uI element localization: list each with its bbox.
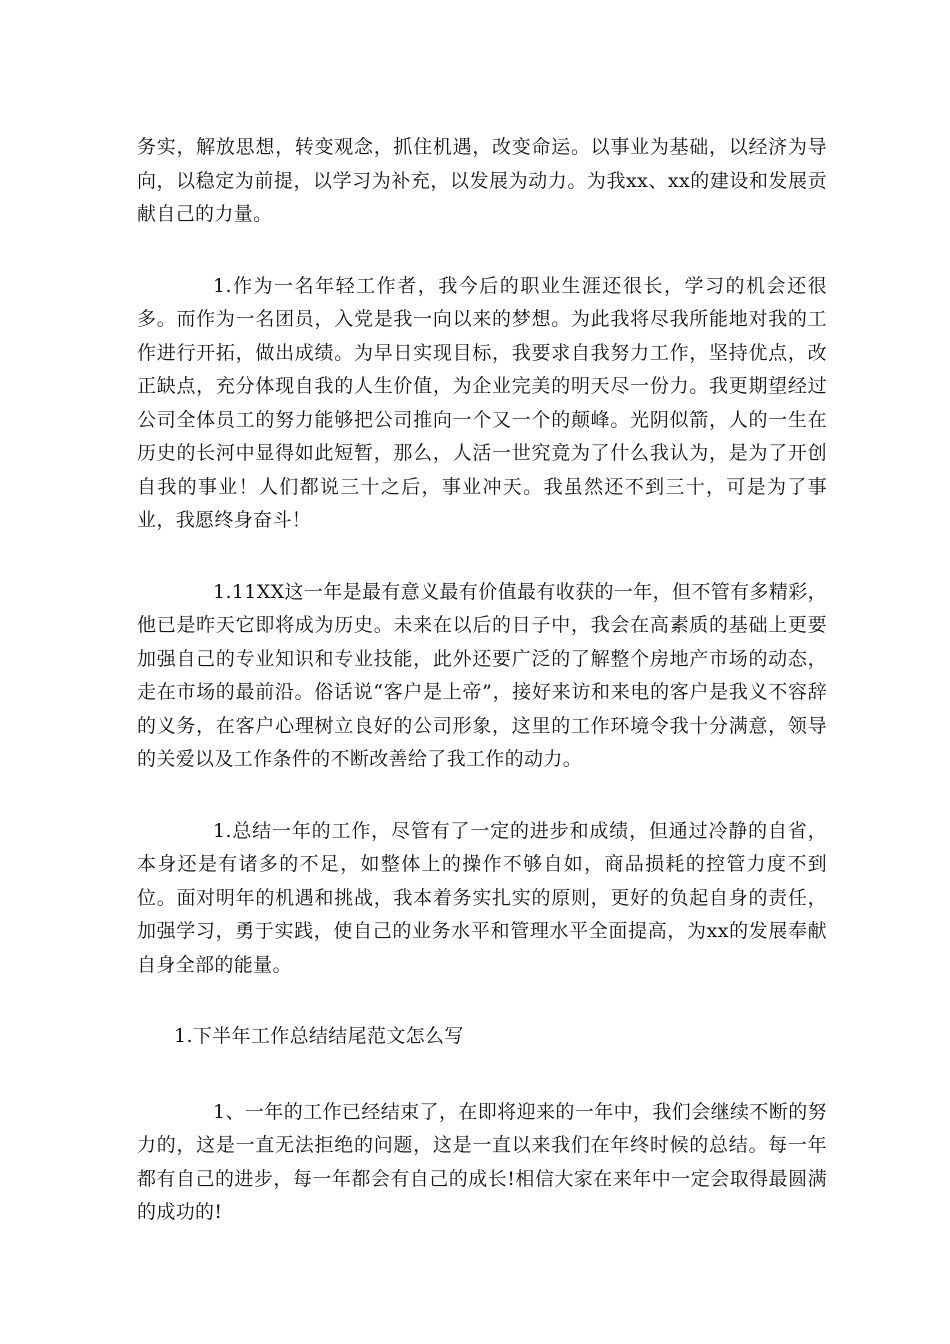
paragraph-career: 1.作为一名年轻工作者，我今后的职业生涯还很长，学习的机会还很多。而作为一名团员，入党是我一向以来的梦想。为此我将尽我所能地对我的工作进行开拓，做出成绩。为早日实现目标，我要求自我努力工作，坚持优点，改正缺点，充分体现自我的人生价值，为企业完美的明天尽一份力。我更期望经过公司全体员工的努力能够把公司推向一个又一个的颠峰。光阴似箭，人的一生在历史的长河中显得如此短暂，那么，人活一世究竟为了什么我认为，是为了开创自我的事业！人们都说三十之后，事业冲天。我虽然还不到三十，可是为了事业，我愿终身奋斗！ (137, 274, 827, 531)
paragraph-continuation: 务实，解放思想，转变观念，抓住机遇，改变命运。以事业为基础，以经济为导向，以稳定为前提，以学习为补充，以发展为动力。为我xx、xx的建设和发展贡献自己的力量。 (137, 136, 827, 225)
paragraph-year-review: 1.11XX这一年是最有意义最有价值最有收获的一年，但不管有多精彩，他已是昨天它即将成为历史。未来在以后的日子中，我会在高素质的基础上更要加强自己的专业知识和专业技能，此外还要广泛的了解整个房地产市场的动态，走在市场的最前沿。俗话说“客户是上帝”，接好来访和来电的客户是我义不容辞的义务，在客户心理树立良好的公司形象，这里的工作环境令我十分满意，领导的关爱以及工作条件的不断改善给了我工作的动力。 (137, 580, 827, 770)
document-body (137, 131, 827, 1230)
paragraph-summary: 1.总结一年的工作，尽管有了一定的进步和成绩，但通过冷静的自省，本身还是有诸多的不足，如整体上的操作不够自如，商品损耗的控管力度不到位。面对明年的机遇和挑战，我本着务实扎实的原则，更好的负起自身的责任，加强学习，勇于实践，使自己的业务水平和管理水平全面提高，为xx的发展奉献自身全部的能量。 (137, 819, 827, 976)
paragraph-closing: 1、一年的工作已经结束了，在即将迎来的一年中，我们会继续不断的努力的，这是一直无法拒绝的问题，这是一直以来我们在年终时候的总结。每一年都有自己的进步，每一年都会有自己的成长!相信大家在来年中一定会取得最圆满的成功的! (137, 1100, 827, 1223)
section-heading: 1.下半年工作总结结尾范文怎么写 (174, 1025, 464, 1047)
